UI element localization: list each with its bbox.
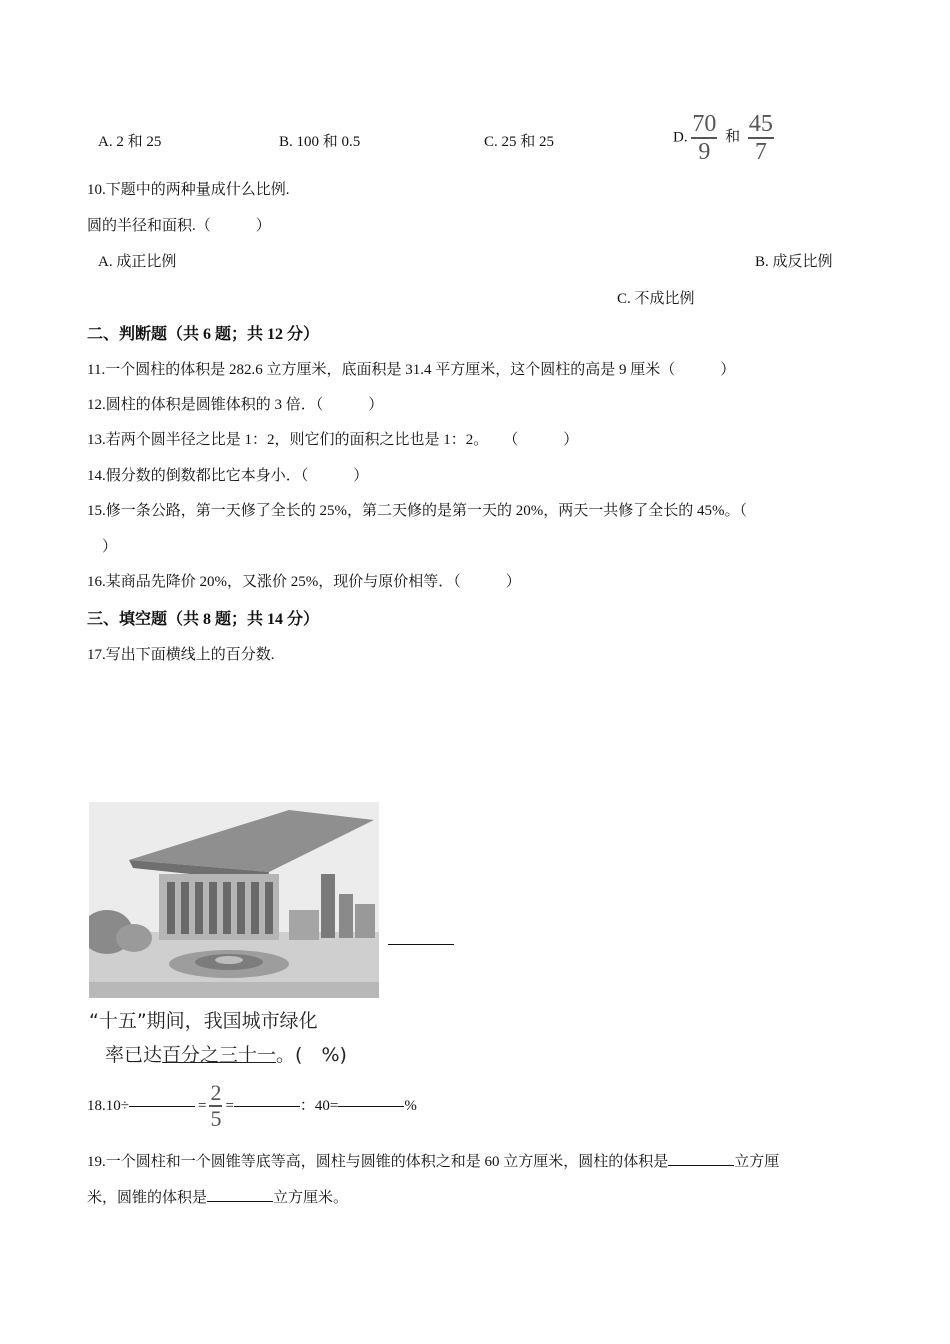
q9-option-c: C. 25 和 25 bbox=[484, 134, 555, 150]
q17-title: 17.写出下面横线上的百分数. bbox=[87, 647, 275, 663]
q10-question: 圆的半径和面积.（ ） bbox=[87, 218, 271, 234]
q9-option-d bbox=[673, 112, 774, 164]
q18-ratio: ：40= bbox=[299, 1097, 339, 1114]
q9-joiner: 和 bbox=[725, 129, 741, 146]
q18-equals-2: = bbox=[225, 1097, 234, 1114]
q9-fraction-1-denominator: 9 bbox=[698, 139, 711, 165]
q16: 16.某商品先降价 20%，又涨价 25%，现价与原价相等．（ ） bbox=[87, 574, 521, 590]
q10-option-a: A. 成正比例 bbox=[98, 254, 177, 270]
q18-blank-2[interactable] bbox=[234, 1105, 300, 1107]
section-3-heading: 三、填空题（共 8 题；共 14 分） bbox=[87, 611, 320, 628]
q19-blank-1[interactable] bbox=[668, 1164, 734, 1166]
q19-line-1-pre: 19.一个圆柱和一个圆锥等底等高，圆柱与圆锥的体积之和是 60 立方厘米，圆柱的体积是 bbox=[87, 1154, 669, 1170]
q10-option-b: B. 成反比例 bbox=[755, 254, 833, 270]
q17-answer-blank[interactable] bbox=[388, 944, 454, 945]
q19-line-2-post: 立方厘米。 bbox=[273, 1190, 349, 1206]
q17-caption-line-2 bbox=[105, 1040, 347, 1067]
q9-option-a: A. 2 和 25 bbox=[98, 134, 162, 150]
q19-line-2-pre: 米，圆锥的体积是 bbox=[87, 1190, 208, 1206]
q11: 11.一个圆柱的体积是 282.6 立方厘米，底面积是 31.4 平方厘米，这个圆柱的高是 9 厘米（ ） bbox=[87, 362, 736, 378]
q13: 13.若两个圆半径之比是 1：2，则它们的面积之比也是 1：2。 （ ） bbox=[87, 432, 579, 448]
section-2-heading: 二、判断题（共 6 题；共 12 分） bbox=[87, 326, 320, 343]
q15: 15.修一条公路，第一天修了全长的 25%，第二天修的是第一天的 20%，两天一共修了全长的 45%。（ bbox=[87, 503, 747, 519]
q14: 14.假分数的倒数都比它本身小．（ ） bbox=[87, 468, 369, 484]
q17-caption-pre: 率已达 bbox=[105, 1044, 163, 1066]
q19-blank-2[interactable] bbox=[207, 1200, 273, 1202]
q9-option-b: B. 100 和 0.5 bbox=[279, 134, 361, 150]
q18-percent: % bbox=[404, 1097, 417, 1114]
q17-caption-line-1: “十五”期间，我国城市绿化 bbox=[89, 1010, 318, 1032]
q9-fraction-1-numerator: 70 bbox=[692, 111, 717, 137]
q9-option-d-prefix: D. bbox=[673, 129, 688, 146]
q18 bbox=[87, 1082, 417, 1130]
q18-blank-1[interactable] bbox=[129, 1105, 195, 1107]
q15-continued: ） bbox=[87, 539, 118, 555]
q9-fraction-2-denominator: 7 bbox=[754, 139, 767, 165]
q17-caption-underlined: 百分之三十一 bbox=[162, 1044, 277, 1066]
q9-fraction-2-numerator: 45 bbox=[748, 111, 773, 137]
q10-title: 10.下题中的两种量成什么比例. bbox=[87, 182, 290, 198]
q19-line-2 bbox=[87, 1186, 348, 1207]
q17-caption-post: 。( %) bbox=[276, 1044, 347, 1066]
q19-line-1 bbox=[87, 1150, 779, 1171]
q9-fraction-1 bbox=[691, 112, 717, 164]
q19-line-1-post: 立方厘 bbox=[734, 1154, 780, 1170]
q18-fraction-numerator: 2 bbox=[210, 1080, 222, 1105]
q18-fraction bbox=[209, 1082, 222, 1130]
q18-blank-3[interactable] bbox=[338, 1105, 404, 1107]
q9-fraction-2 bbox=[748, 112, 774, 164]
q18-equals-1: = bbox=[197, 1097, 207, 1114]
q18-prefix: 18.10÷ bbox=[87, 1097, 129, 1114]
q17-building-photo bbox=[89, 802, 379, 998]
q10-option-c: C. 不成比例 bbox=[617, 291, 695, 307]
q12: 12.圆柱的体积是圆锥体积的 3 倍．（ ） bbox=[87, 397, 384, 413]
q18-fraction-denominator: 5 bbox=[210, 1106, 222, 1131]
